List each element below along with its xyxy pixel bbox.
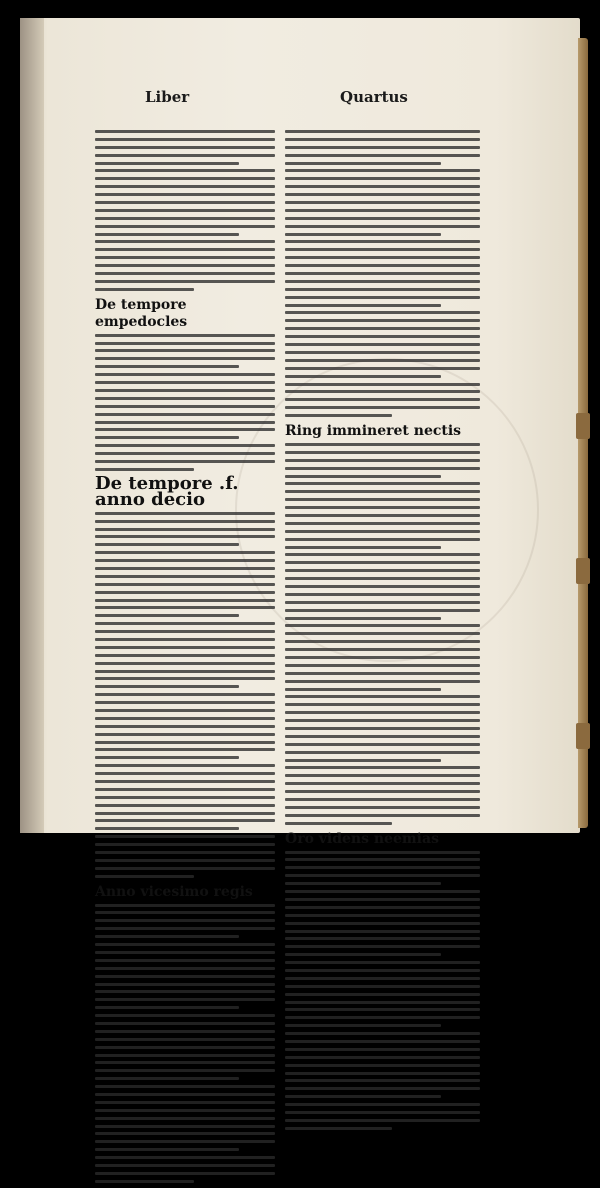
text-line: [285, 577, 480, 580]
text-line: [285, 130, 480, 133]
text-line: [285, 514, 480, 517]
text-line: [285, 343, 480, 346]
text-line: [95, 741, 275, 744]
text-line: [95, 543, 239, 546]
text-line: [285, 169, 480, 172]
text-line: [285, 648, 480, 651]
text-line: [95, 788, 275, 791]
text-line: [285, 914, 480, 917]
text-line: [95, 1109, 275, 1112]
text-line: [95, 709, 275, 712]
text-line: [95, 1117, 275, 1120]
text-line: [95, 927, 275, 930]
text-line: [285, 569, 480, 572]
text-line: [95, 1022, 275, 1025]
text-line: [285, 727, 480, 730]
text-line: [285, 1079, 480, 1082]
text-line: [95, 520, 275, 523]
text-line: [285, 546, 441, 549]
text-line: [285, 1095, 441, 1098]
text-line: [95, 559, 275, 562]
text-line: [285, 367, 480, 370]
text-line: [95, 288, 194, 291]
text-line: [95, 1054, 275, 1057]
text-line: [95, 1006, 239, 1009]
text-line: [285, 561, 480, 564]
running-head-left: Liber: [145, 88, 190, 106]
text-line: [95, 904, 275, 907]
text-line: [285, 953, 441, 956]
text-line: [95, 1030, 275, 1033]
text-line: [285, 617, 441, 620]
text-line: [95, 717, 275, 720]
text-line: [285, 851, 480, 854]
text-line: [95, 405, 275, 408]
text-line: [285, 225, 480, 228]
text-line: [285, 993, 480, 996]
text-line: [95, 859, 275, 862]
text-line: [95, 951, 275, 954]
text-line: [95, 1156, 275, 1159]
text-line: [285, 632, 480, 635]
text-line: [95, 748, 275, 751]
section-heading: [285, 422, 480, 439]
text-line: [95, 614, 239, 617]
text-line: [285, 406, 480, 409]
text-line: [95, 1140, 275, 1143]
text-line: [95, 381, 275, 384]
text-line: [95, 397, 275, 400]
text-line: [285, 138, 480, 141]
text-line: [95, 843, 275, 846]
text-line: [285, 272, 480, 275]
text-line: [285, 1008, 480, 1011]
text-line: [285, 766, 480, 769]
right-text-column: [285, 130, 480, 1135]
text-line: [285, 1072, 480, 1075]
text-line: [95, 911, 275, 914]
text-line: [285, 240, 480, 243]
text-line: [285, 390, 480, 393]
text-line: [95, 1180, 194, 1183]
text-line: [95, 1125, 275, 1128]
page-gutter: [20, 18, 44, 833]
text-line: [285, 1024, 441, 1027]
text-line: [95, 646, 275, 649]
text-line: [95, 819, 275, 822]
text-line: [285, 703, 480, 706]
text-line: [95, 630, 275, 633]
text-line: [285, 185, 480, 188]
text-line: [285, 327, 480, 330]
text-line: [285, 1001, 480, 1004]
text-line: [95, 193, 275, 196]
text-line: [95, 421, 275, 424]
text-line: [285, 280, 480, 283]
text-line: [95, 1148, 239, 1151]
text-line: [285, 311, 480, 314]
text-line: [95, 1038, 275, 1041]
text-line: [285, 593, 480, 596]
text-line: [285, 1064, 480, 1067]
text-line: [285, 1056, 480, 1059]
text-line: [95, 606, 275, 609]
text-line: [285, 482, 480, 485]
text-line: [95, 804, 275, 807]
text-line: [95, 1093, 275, 1096]
text-line: [285, 319, 480, 322]
text-line: [95, 217, 275, 220]
text-line: [285, 640, 480, 643]
text-line: [285, 1127, 392, 1130]
text-line: [95, 622, 275, 625]
text-line: [95, 1164, 275, 1167]
text-line: [95, 185, 275, 188]
text-line: [95, 551, 275, 554]
text-line: [95, 413, 275, 416]
text-line: [95, 967, 275, 970]
text-line: [95, 638, 275, 641]
text-line: [285, 945, 480, 948]
text-line: [285, 490, 480, 493]
text-line: [285, 656, 480, 659]
text-line: [95, 780, 275, 783]
text-line: [285, 217, 480, 220]
text-line: [95, 943, 275, 946]
section-heading: [95, 883, 275, 900]
text-line: [95, 685, 239, 688]
text-line: [285, 688, 441, 691]
text-line: [95, 1077, 239, 1080]
text-line: [95, 138, 275, 141]
text-line: [285, 1119, 480, 1122]
text-line: [95, 357, 275, 360]
text-line: [285, 375, 441, 378]
text-line: [285, 201, 480, 204]
text-line: [95, 233, 239, 236]
text-line: [285, 922, 480, 925]
text-line: [285, 814, 480, 817]
left-text-column: [95, 130, 275, 1188]
text-line: [285, 874, 480, 877]
text-line: [95, 169, 275, 172]
text-line: [95, 535, 275, 538]
text-line: [285, 154, 480, 157]
text-line: [285, 414, 392, 417]
text-line: [285, 506, 480, 509]
text-line: [95, 662, 275, 665]
book-page: [20, 18, 580, 900]
text-line: [95, 764, 275, 767]
text-line: [95, 583, 275, 586]
text-line: [95, 975, 275, 978]
text-line: [95, 677, 275, 680]
text-line: [95, 772, 275, 775]
text-line: [95, 827, 239, 830]
text-line: [95, 1101, 275, 1104]
text-line: [285, 162, 441, 165]
text-line: [95, 756, 239, 759]
text-line: [285, 522, 480, 525]
text-line: [285, 798, 480, 801]
text-line: [285, 782, 480, 785]
heading-text: De tempore empedocles: [95, 296, 188, 330]
text-line: [285, 711, 480, 714]
text-line: [95, 468, 194, 471]
text-line: [285, 383, 480, 386]
text-line: [95, 130, 275, 133]
text-line: [95, 1132, 275, 1135]
text-line: [285, 1111, 480, 1114]
text-line: [95, 428, 275, 431]
heading-text: Oro videns neemias: [285, 830, 439, 847]
text-line: [285, 609, 480, 612]
text-line: [285, 538, 480, 541]
text-line: [95, 725, 275, 728]
text-line: [95, 436, 239, 439]
text-line: [95, 701, 275, 704]
text-line: [285, 398, 480, 401]
text-line: [285, 498, 480, 501]
text-line: [95, 264, 275, 267]
text-line: [95, 1061, 275, 1064]
text-line: [285, 585, 480, 588]
text-line: [285, 304, 441, 307]
text-line: [95, 1085, 275, 1088]
text-line: [285, 256, 480, 259]
text-line: [285, 937, 480, 940]
text-line: [95, 154, 275, 157]
text-line: [95, 460, 275, 463]
text-line: [285, 146, 480, 149]
text-line: [95, 201, 275, 204]
section-heading: [95, 296, 275, 330]
text-line: [285, 1087, 480, 1090]
text-line: [95, 575, 275, 578]
text-line: [95, 342, 275, 345]
text-line: [95, 209, 275, 212]
text-line: [95, 162, 239, 165]
text-line: [285, 1040, 480, 1043]
text-line: [95, 240, 275, 243]
text-line: [95, 444, 275, 447]
text-line: [285, 898, 480, 901]
text-line: [285, 209, 480, 212]
text-line: [95, 334, 275, 337]
text-line: [95, 935, 239, 938]
text-line: [285, 751, 480, 754]
text-line: [95, 693, 275, 696]
text-line: [285, 475, 441, 478]
text-line: [285, 890, 480, 893]
text-line: [95, 452, 275, 455]
text-line: [285, 264, 480, 267]
text-line: [95, 733, 275, 736]
running-head-right: Quartus: [340, 88, 408, 106]
text-line: [285, 806, 480, 809]
text-line: [95, 591, 275, 594]
text-line: [285, 1048, 480, 1051]
text-line: [95, 959, 275, 962]
text-line: [285, 882, 441, 885]
text-line: [285, 906, 480, 909]
text-line: [285, 1016, 480, 1019]
text-line: [95, 875, 194, 878]
text-line: [285, 459, 480, 462]
text-line: [95, 280, 275, 283]
text-line: [285, 977, 480, 980]
text-line: [95, 365, 239, 368]
text-line: [285, 719, 480, 722]
text-line: [95, 1014, 275, 1017]
text-line: [285, 443, 480, 446]
text-line: [285, 672, 480, 675]
text-line: [285, 866, 480, 869]
text-line: [95, 349, 275, 352]
text-line: [95, 389, 275, 392]
text-line: [285, 193, 480, 196]
text-line: [285, 624, 480, 627]
heading-text: Ring immineret nectis: [285, 422, 462, 439]
text-line: [285, 601, 480, 604]
text-line: [285, 233, 441, 236]
text-line: [285, 248, 480, 251]
page-tab: [576, 723, 590, 749]
text-line: [285, 822, 392, 825]
text-line: [95, 599, 275, 602]
text-line: [95, 1069, 275, 1072]
text-line: [285, 743, 480, 746]
text-line: [95, 983, 275, 986]
text-line: [285, 296, 480, 299]
section-heading: [95, 472, 275, 510]
text-line: [95, 851, 275, 854]
text-line: [285, 1032, 480, 1035]
text-line: [95, 146, 275, 149]
text-line: [95, 248, 275, 251]
text-line: [285, 335, 480, 338]
text-line: [285, 530, 480, 533]
text-line: [95, 998, 275, 1001]
text-line: [285, 961, 480, 964]
text-line: [95, 256, 275, 259]
text-line: [285, 985, 480, 988]
text-line: [285, 467, 480, 470]
text-line: [285, 177, 480, 180]
text-line: [285, 664, 480, 667]
text-line: [285, 969, 480, 972]
text-line: [285, 451, 480, 454]
text-line: [285, 288, 480, 291]
text-line: [95, 177, 275, 180]
text-line: [285, 735, 480, 738]
text-line: [285, 1103, 480, 1106]
text-line: [95, 1046, 275, 1049]
text-line: [95, 272, 275, 275]
text-line: [95, 796, 275, 799]
text-line: [95, 919, 275, 922]
text-line: [95, 654, 275, 657]
text-line: [285, 930, 480, 933]
section-heading: [285, 830, 480, 847]
text-line: [95, 528, 275, 531]
text-line: [95, 512, 275, 515]
text-line: [285, 774, 480, 777]
text-line: [95, 835, 275, 838]
heading-text: Anno vicesimo regis: [95, 883, 253, 900]
text-line: [285, 680, 480, 683]
text-line: [285, 553, 480, 556]
text-line: [95, 990, 275, 993]
page-tab: [576, 558, 590, 584]
page-tab: [576, 413, 590, 439]
text-line: [285, 858, 480, 861]
heading-text: De tempore .f. anno decio: [95, 472, 239, 510]
text-line: [95, 373, 275, 376]
text-line: [285, 359, 480, 362]
text-line: [95, 1172, 275, 1175]
text-line: [285, 351, 480, 354]
text-line: [95, 225, 275, 228]
text-line: [95, 567, 275, 570]
text-line: [95, 812, 275, 815]
text-line: [95, 670, 275, 673]
text-line: [95, 867, 275, 870]
text-line: [285, 790, 480, 793]
text-line: [285, 695, 480, 698]
text-line: [285, 759, 441, 762]
